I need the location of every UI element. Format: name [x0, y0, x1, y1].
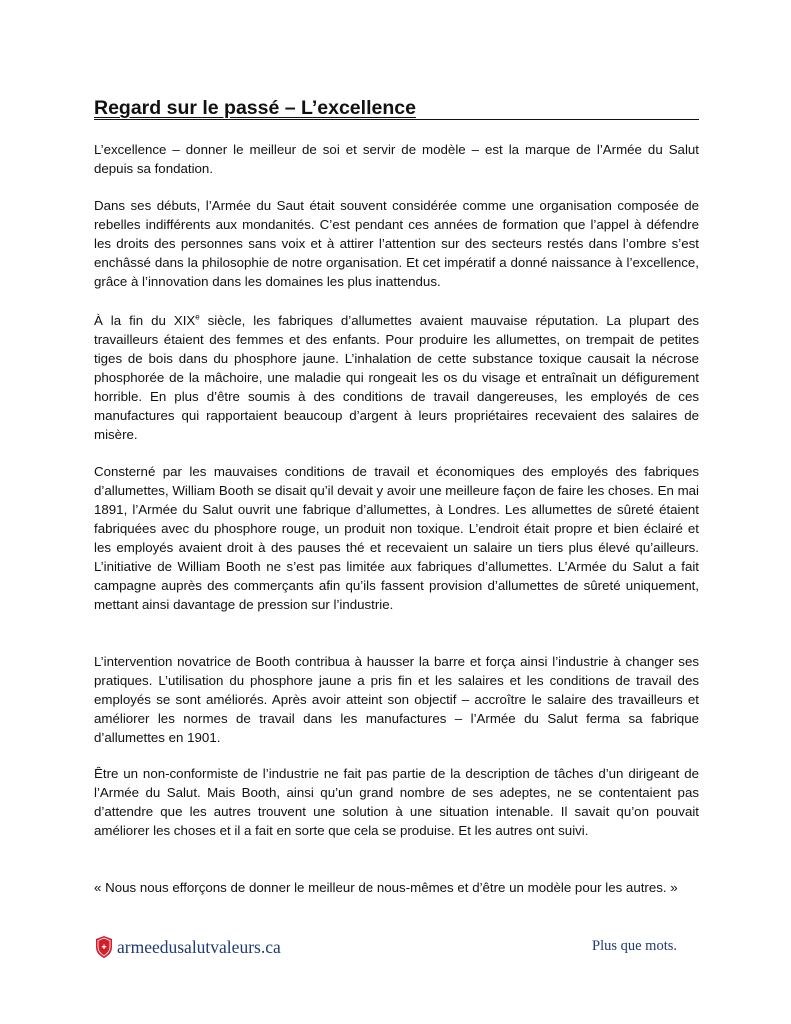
paragraph-3-rest: siècle, les fabriques d’allumettes avaient mauvaise réputation. La plupart des travailleurs étaient des femmes et des enfants. Pour produire les allumettes, on trempait de petites tiges de bois dans du phosphore jaune. L’inhalation de cette substance toxique causait la nécrose phosphorée de la mâchoire, une maladie qui rongeait les os du visage et entraînait un défigurement horrible. En plus d’être soumis à des conditions de travail dangereuses, les employés de ces manufactures qui rapportaient beaucoup d’argent à leurs propriétaires recevaient des salaires de misère.: [94, 313, 699, 442]
footer-logo[interactable]: [94, 934, 281, 960]
paragraph-5: L’intervention novatrice de Booth contribua à hausser la barre et força ainsi l’industrie à changer ses pratiques. L’utilisation du phosphore jaune a pris fin et les salaires et les conditions de travail des employés se sont améliorés. Après avoir atteint son objectif – accroître le salaire des travailleurs et améliorer les normes de travail dans les manufactures – l’Armée du Salut ferma sa fabrique d’allumettes en 1901.: [94, 654, 699, 745]
paragraph-3-start: À la fin du XIX: [94, 313, 196, 328]
paragraph-2: Dans ses débuts, l’Armée du Saut était souvent considérée comme une organisation composée de rebelles indifférents aux mondanités. C’est pendant ces années de formation que l’appel à défendre les droits des personnes sans voix et à attirer l’attention sur des secteurs restés dans l’ombre s’est enchâssé dans la philosophie de notre organisation. Et cet impératif a donné naissance à l’excellence, grâce à l’innovation dans les domaines les plus inattendus.: [94, 198, 699, 289]
quote-paragraph: « Nous nous efforçons de donner le meilleur de nous-mêmes et d’être un modèle pour les autres. »: [94, 880, 678, 895]
paragraph-6: Être un non-conformiste de l’industrie ne fait pas partie de la description de tâches d’un dirigeant de l’Armée du Salut. Mais Booth, ainsi qu’un grand nombre de ses adeptes, ne se contentaient pas d’attendre que les autres trouvent une solution à une situation intenable. Il savait qu’on pouvait améliorer les choses et il a fait en sorte que cela se produise. Et les autres ont suivi.: [94, 766, 699, 838]
paragraph-3: [94, 311, 699, 444]
footer-motto: Plus que mots.: [592, 938, 677, 954]
footer-website-link[interactable]: armeedusalutvaleurs.ca: [117, 936, 281, 957]
paragraph-1: L’excellence – donner le meilleur de soi et servir de modèle – est la marque de l’Armée du Salut depuis sa fondation.: [94, 142, 699, 176]
paragraph-4: Consterné par les mauvaises conditions de travail et économiques des employés des fabriques d’allumettes, William Booth se disait qu’il devait y avoir une meilleure façon de faire les choses. En mai 1891, l’Armée du Salut ouvrit une fabrique d’allumettes, à Londres. Les allumettes de sûreté étaient fabriquées avec du phosphore rouge, un produit non toxique. L’endroit était propre et bien éclairé et les employés avaient droit à des pauses thé et recevaient un salaire un tiers plus élevé qu’ailleurs. L’initiative de William Booth ne s’est pas limitée aux fabriques d’allumettes. L’Armée du Salut a fait campagne auprès des commerçants afin qu’ils fassent provision d’allumettes de sûreté uniquement, mettant ainsi davantage de pression sur l’industrie.: [94, 464, 699, 612]
document-title: Regard sur le passé – L’excellence: [94, 97, 416, 119]
document-page: [94, 0, 699, 895]
salvation-army-shield-icon: [94, 935, 114, 959]
century-superscript: e: [195, 312, 200, 322]
svg-text:✚: ✚: [101, 945, 107, 951]
